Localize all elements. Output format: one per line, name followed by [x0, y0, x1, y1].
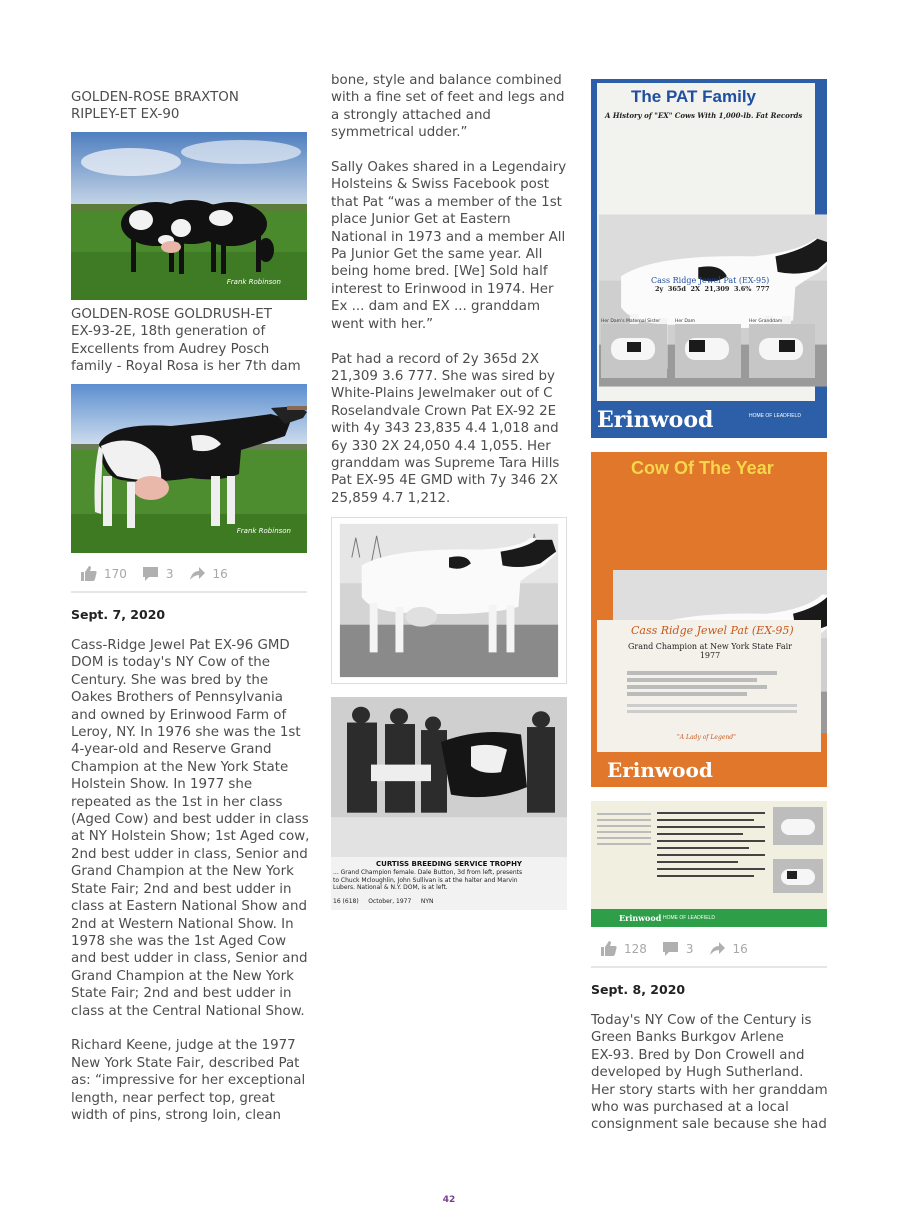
poster2-records: [627, 668, 787, 716]
comment-count: 3: [685, 941, 694, 956]
poster2-brand: Erinwood: [607, 758, 713, 782]
clipping-table: [657, 807, 765, 903]
poster1-cow-name: Cass Ridge Jewel Pat (EX-95): [651, 276, 770, 285]
clipping-photo-top: [773, 807, 823, 845]
like-button[interactable]: [80, 566, 127, 581]
social-bar-left: [80, 566, 228, 581]
poster2-cow-name: Cass Ridge Jewel Pat (EX-95): [631, 624, 794, 637]
poster1-dam-label: Her Dam: [675, 319, 696, 324]
trophy-subcaption: ... Grand Champion female. Dale Button, 3d from left, presents to Chuck Mcloughlin, John Sullivan is at the halter and Marvin Lubers. National & N.Y. DOM, is at left.: [333, 869, 523, 891]
comment-button[interactable]: [142, 566, 174, 581]
photo2-credit: Frank Robinson: [236, 527, 291, 535]
poster-pat-family: [591, 79, 827, 438]
poster1-dam-panel: [749, 319, 815, 378]
clipping-text-col: [597, 809, 651, 849]
like-count: 128: [624, 941, 647, 956]
post-body-middle: bone, style and balance combined with a fine set of feet and legs and a strongly attached and symmetrical udder.” Sally Oakes shared in a Legendairy Holsteins & Swiss Facebook post that Pat “was a member of the 1st place Junior Get at Eastern National in 1973 and a member All Pa Junior Get the same year. All being home bred. [We] Sold half interest to Erinwood in 1974. Her Ex ... dam and EX ... granddam went with her.” Pat had a record of 2y 365d 2X 21,309 3.6 777. She was sired by White-Plains Jewelmaker out of C Roselandvale Crown Pat EX-92 2E with 4y 343 23,835 4.4 1,018 and 6y 330 2X 24,050 4.4 1,055. Her granddam was Supreme Tara Hills Pat EX-95 4E GMD with 7y 346 2X 25,859 4.7 1,212.: [331, 73, 567, 506]
share-icon: [189, 566, 206, 581]
poster1-home: HOME OF LEADFIELD: [749, 413, 801, 419]
poster1-record: 2y 365d 2X 21,309 3.6% 777: [655, 285, 770, 293]
photo-pat-bw: [331, 517, 567, 684]
poster1-dam-panel: [601, 319, 667, 378]
page-number: 42: [442, 1195, 456, 1205]
poster1-dam-row: [601, 319, 815, 378]
divider: [71, 591, 307, 593]
poster2-award: Grand Champion at New York State Fair 1977: [627, 642, 792, 660]
photo2-caption: GOLDEN-ROSE GOLDRUSH-ET EX-93-2E, 18th generation of Excellents from Audrey Posch family - Royal Rosa is her 7th dam: [71, 307, 301, 375]
clipping-home: HOME OF LEADFIELD: [663, 915, 715, 921]
like-button[interactable]: [600, 941, 647, 956]
clipping-brand: Erinwood: [619, 913, 662, 923]
thumbs-up-icon: [600, 941, 617, 956]
photo-trophy-clipping: [331, 697, 567, 910]
photo1-credit: Frank Robinson: [226, 278, 281, 286]
post-body-left: Cass-Ridge Jewel Pat EX-96 GMD DOM is today's NY Cow of the Century. She was bred by the Oakes Brothers of Pennsylvania and owned by Erinwood Farm of Leroy, NY. In 1976 she was the 1st 4-year-old and Reserve Grand Champion at the New York State Holstein Show. In 1977 she repeated as the 1st in her class (Aged Cow) and best udder in class at NY Holstein Show; 1st Aged cow, 2nd best udder in class, Senior and Grand Champion at the New York State Fair; 2nd and best udder in class at Eastern National Show and 2nd at Western National Show. In 1978 she was the 1st Aged Cow and best udder in class, Senior and Grand Champion at the New York State Fair; 2nd and best udder in class at the Central National Show. Richard Keene, judge at the 1977 New York State Fair, described Pat as: “impressive for her exceptional length, near perfect top, great width of pins, strong loin, clean: [71, 638, 310, 1123]
poster2-tagline: "A Lady of Legend": [677, 734, 736, 741]
poster1-subtitle: A History of "EX" Cows With 1,000-lb. Fat Records: [605, 111, 803, 120]
trophy-footer: 16 (618) October, 1977 NYN: [333, 897, 434, 905]
photo-goldrush: [71, 384, 307, 553]
poster2-title: Cow Of The Year: [631, 458, 774, 478]
poster1-dam-panel: [675, 319, 741, 378]
trophy-caption: CURTISS BREEDING SERVICE TROPHY: [376, 860, 522, 868]
post-date: Sept. 7, 2020: [71, 607, 166, 622]
like-count: 170: [104, 566, 127, 581]
share-icon: [709, 941, 726, 956]
post-date: Sept. 8, 2020: [591, 982, 686, 997]
comment-count: 3: [165, 566, 174, 581]
comment-icon: [142, 566, 159, 581]
thumbs-up-icon: [80, 566, 97, 581]
poster1-dam-label: Her Dam's Maternal Sister: [601, 319, 661, 324]
social-bar-right: [600, 941, 748, 956]
share-count: 16: [732, 941, 748, 956]
post-body-right: Today's NY Cow of the Century is Green Banks Burkgov Arlene EX-93. Bred by Don Crowell and developed by Hugh Sutherland. Her story starts with her granddam who was purchased at a local consignment sale because she had: [591, 1013, 828, 1133]
share-button[interactable]: [709, 941, 748, 956]
clipping-green-banks: [591, 801, 827, 927]
photo1-caption: GOLDEN-ROSE BRAXTON RIPLEY-ET EX-90: [71, 90, 239, 123]
poster1-brand: Erinwood: [597, 407, 714, 433]
poster1-title: The PAT Family: [631, 87, 757, 106]
comment-button[interactable]: [662, 941, 694, 956]
clipping-photo-bottom: [773, 859, 823, 893]
share-button[interactable]: [189, 566, 228, 581]
divider: [591, 966, 827, 968]
photo-braxton-ripley: [71, 132, 307, 300]
poster-cow-of-the-year: [591, 452, 827, 787]
share-count: 16: [212, 566, 228, 581]
poster1-dam-label: Her Granddam: [749, 319, 783, 324]
comment-icon: [662, 941, 679, 956]
